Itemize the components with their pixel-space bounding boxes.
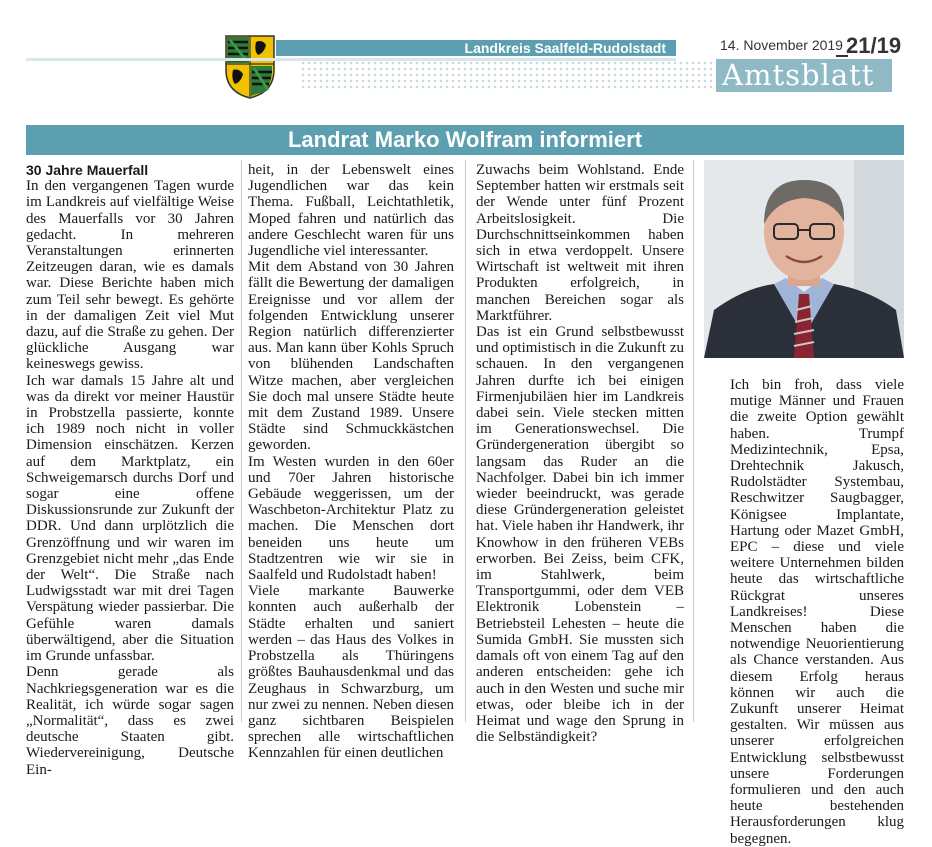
paragraph: Viele markante Bauwerke konnten auch außerhalb der Städte erhalten und saniert werden – das Haus des Volkes in Probstzella als Thüringens größtes Bauhausdenkmal und das Zeughaus in Schwarzburg, um nur zwei zu nennen. Neben diesen ganz sichtbaren Beispielen sprechen alle wirtschaftlichen Kennzahlen für einen deutlichen: [248, 583, 454, 762]
paragraph: Mit dem Abstand von 30 Jahren fällt die Bewertung der damaligen Ereignisse und vor allem der folgenden Entwicklung unserer Region natürlich differenzierter aus. Man kann über Kohls Spruch von blühenden Landschaften Witze machen, aber vergleichen Sie doch mal unsere Städte heute mit dem Zustand 1989. Unsere Städte sind Schmuckkästchen geworden.: [248, 259, 454, 454]
article-title-bar: [26, 125, 904, 155]
paragraph: heit, in der Lebenswelt eines Jugendlichen war das kein Thema. Fußball, Leichtathletik, Moped fahren und natürlich das andere Geschlecht waren für uns Jugendliche viel interessanter.: [248, 162, 454, 260]
publication-title: Amtsblatt: [722, 58, 875, 92]
column-divider: [241, 160, 242, 722]
article-column-1: [26, 162, 234, 778]
column-divider: [465, 160, 466, 722]
region-name: Landkreis Saalfeld-Rudolstadt: [464, 40, 666, 56]
paragraph: In den vergangenen Tagen wurde im Landkreis auf vielfältige Weise des Mauerfalls vor 30 Jahren gedacht. In mehreren Veranstaltungen erinnerten Zeitzeugen daran, wie es damals war. Diese Berichte haben mich zum Teil sehr bewegt. Es gehörte in der damaligen Zeit viel Mut dazu, auf die Straße zu gehen. Der glückliche Ausgang war keineswegs gewiss.: [26, 178, 234, 373]
paragraph: Ich war damals 15 Jahre alt und was da direkt vor meiner Haustür in Probstzella passierte, konnte ich 1989 noch nicht in voller Dimension einschätzen. Kerzen auf dem Marktplatz, ein Schweigemarsch durchs Dorf und sogar eine offene Diskussionsrunde zur Zukunft der DDR. Und dann urplötzlich die Grenzöffnung und wir waren im Grenzgebiet nicht mehr „das Ende der Welt“. Die Straße nach Ludwigsstadt war mit drei Tagen Verspätung wieder passierbar. Die Gefühle waren damals überwältigend, aber die Situation im Grunde unfassbar.: [26, 372, 234, 665]
publication-band: [716, 59, 892, 92]
portrait-photo: [704, 160, 904, 358]
article-subhead: 30 Jahre Mauerfall: [26, 162, 149, 178]
header-band: [276, 40, 676, 56]
issue-number: 21/19: [846, 33, 902, 58]
issue-date: 14. November 2019: [720, 37, 843, 53]
header-dot-pattern: [300, 60, 720, 90]
article-column-4: [730, 377, 904, 847]
coat-of-arms-icon: [224, 34, 276, 100]
paragraph: Zuwachs beim Wohlstand. Ende September hatten wir erstmals seit der Wende unter fünf Prozent Arbeitslosigkeit. Die Durchschnittseinkommen haben sich in etwa verdoppelt. Unsere Wirtschaft ist weltweit mit ihren Produkten erfolgreich, in manchen Bereichen sogar als Marktführer.: [476, 162, 684, 324]
paragraph: Das ist ein Grund selbstbewusst und optimistisch in die Zukunft zu schauen. In den vergangenen Jahren durfte ich bei einigen Firmenjubiläen hier im Landkreis dabei sein. Viele stecken mitten im Generationswechsel. Die Gründergeneration übergibt so langsam das Ruder an die Nachfolger. Dabei bin ich immer wieder beeindruckt, was gerade diese Gründergeneration geleistet hat. Viele haben ihr Handwerk, ihr Knowhow in den früheren VEBs erworben. Bei Zeiss, beim CFK, im Stahlwerk, beim Transportgummi, oder dem VEB Elektronik Lobenstein – Betriebsteil Lehesten – heute die Sumida GmbH. Sie mussten sich damals oft von einem Tag auf den anderen entscheiden: gehe ich auch in den Westen und suche mir etwas, oder bleibe ich in der Heimat und wage den Sprung in die Selbständigkeit?: [476, 324, 684, 746]
article-title: Landrat Marko Wolfram informiert: [287, 127, 643, 152]
article-column-3: [476, 162, 684, 745]
column-divider: [693, 160, 694, 722]
article-column-2: [248, 162, 454, 762]
paragraph: Denn gerade als Nachkriegsgeneration war es die Realität, ich würde sogar sagen „Normalität“, dass es zwei deutsche Staaten gibt. Wiedervereinigung, Deutsche Ein-: [26, 664, 234, 778]
paragraph: Ich bin froh, dass viele mutige Männer und Frauen die zweite Option gewählt haben. Trumpf Medizintechnik, Epsa, Drehtechnik Jakusch, Rudolstädter Systembau, Reschwitzer Saugbagger, Königsee Implantate, Hartung oder Mazet GmbH, EPC – diese und viele weitere Unternehmen bilden heute das wirtschaftliche Rückgrat unseres Landkreises! Diese Menschen haben die notwendige Neuorientierung als Chance verstanden. Aus diesem Erfolg heraus können wir auch die Zukunft unserer Heimat gestalten. Wir müssen aus unserer erfolgreichen Entwicklung selbstbewusst unsere Forderungen formulieren und den auch heute bestehenden Herausforderungen klug begegnen.: [730, 377, 904, 847]
paragraph: Im Westen wurden in den 60er und 70er Jahren historische Gebäude weggerissen, um der Waschbeton-Architektur Platz zu machen. Die Menschen dort beneiden uns heute um Stadtzentren wie wir sie in Saalfeld und Rudolstadt haben!: [248, 453, 454, 584]
